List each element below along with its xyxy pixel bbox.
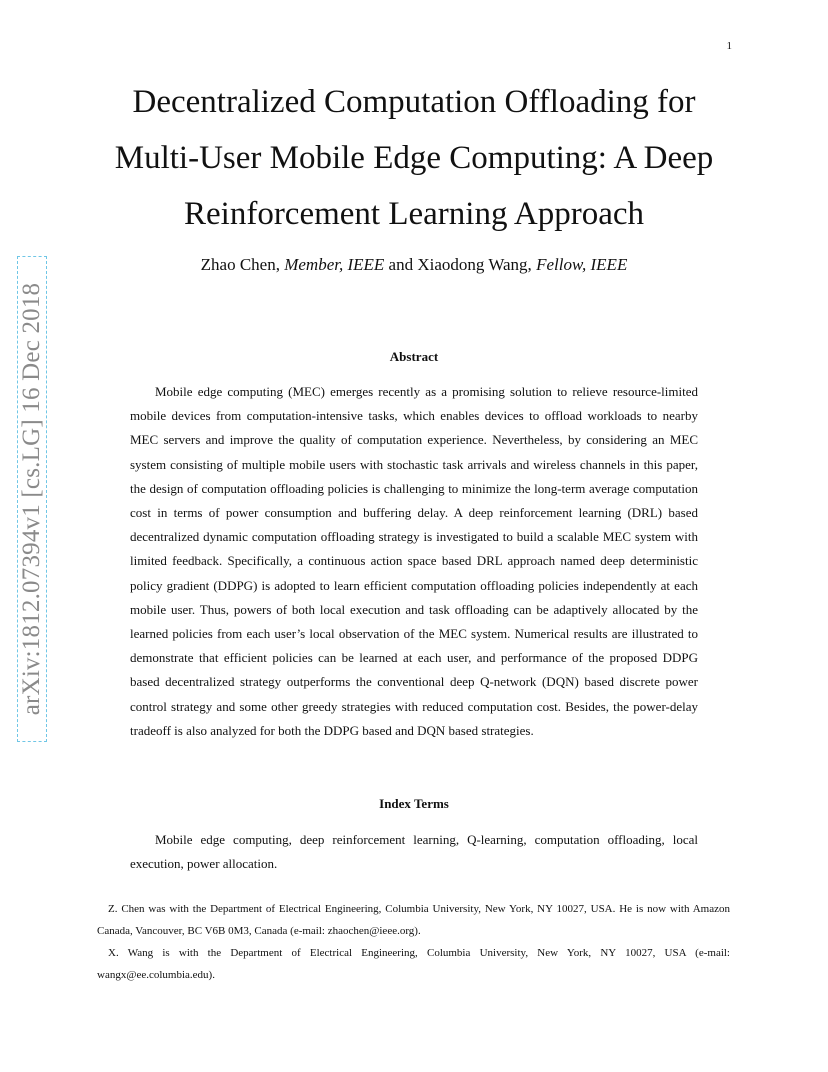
author-1-grade: Member, IEEE [284,255,385,274]
title-line-3: Reinforcement Learning Approach [184,196,644,232]
index-terms-text: Mobile edge computing, deep reinforcement learning, Q-learning, computation offloading, local execution, power allocation. [130,832,698,872]
author-2-grade: Fellow, IEEE [536,255,628,274]
author-line [80,254,748,276]
abstract-heading: Abstract [389,349,439,364]
author-conjunction: and [384,255,418,274]
author-2-name: Xiaodong Wang, [417,255,537,274]
footnote-author-2: X. Wang is with the Department of Electrical Engineering, Columbia University, New York, NY 10027, USA (e-mail: wangx@ee.columbia.edu). [97,947,730,981]
paper-title [80,74,748,242]
arxiv-identifier-stamp[interactable] [17,256,47,742]
footnotes [97,898,730,986]
footnote-author-1: Z. Chen was with the Department of Electrical Engineering, Columbia University, New York, NY 10027, USA. He is now with Amazon Canada, Vancouver, BC V6B 0M3, Canada (e-mail: zhaochen@ieee.org). [97,903,730,937]
title-line-2: Multi-User Mobile Edge Computing: A Deep [114,140,714,176]
page-number: 1 [726,40,732,52]
author-1-name: Zhao Chen, [200,255,285,274]
title-line-1: Decentralized Computation Offloading for [132,84,696,120]
abstract-text: Mobile edge computing (MEC) emerges recently as a promising solution to relieve resource-limited mobile devices from computation-intensive tasks, which enables devices to offload workloads to nearby MEC servers and improve the quality of computation experience. Nevertheless, by considering an MEC system consisting of multiple mobile users with stochastic task arrivals and wireless channels in this paper, the design of computation offloading policies is challenging to minimize the long-term average computation cost in terms of power consumption and buffering delay. A deep reinforcement learning (DRL) based decentralized dynamic computation offloading strategy is investigated to build a scalable MEC system with limited feedback. Specifically, a continuous action space based DRL approach named deep deterministic policy gradient (DDPG) is adopted to learn efficient computation offloading policies independently at each mobile user. Thus, powers of both local execution and task offloading can be adaptively allocated by the learned policies from each user’s local observation of the MEC system. Numerical results are illustrated to demonstrate that efficient policies can be learned at each user, and performance of the proposed DDPG based decentralized strategy outperforms the conventional deep Q-network (DQN) based discrete power control strategy and some other greedy strategies with reduced computation cost. Besides, the power-delay tradeoff is also analyzed for both the DDPG based and DQN based strategies. [130,384,698,738]
index-terms-heading: Index Terms [379,796,449,811]
arxiv-identifier-text: arXiv:1812.07394v1 [cs.LG] 16 Dec 2018 [18,282,45,716]
